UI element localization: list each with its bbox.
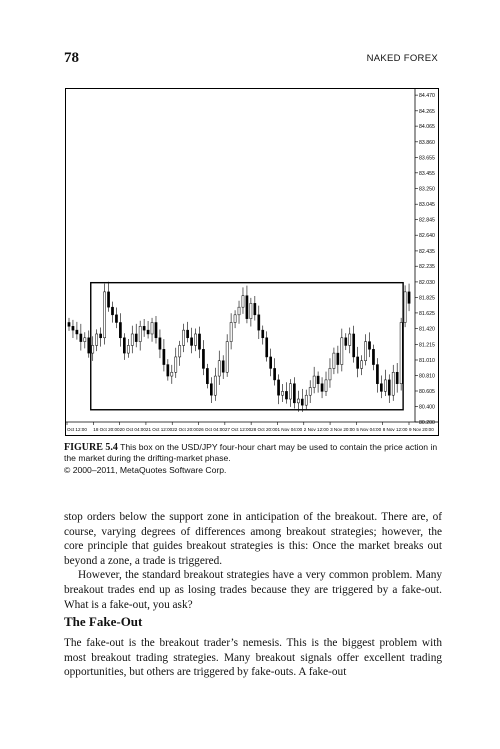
- candle-body: [155, 322, 157, 337]
- candle-body: [127, 345, 129, 353]
- candle-body: [392, 372, 394, 395]
- candle-body: [246, 296, 248, 319]
- candle-body: [262, 330, 264, 338]
- candle-body: [357, 357, 359, 368]
- y-tick-label: 82.435: [419, 248, 435, 255]
- candlestick-chart: [65, 88, 439, 436]
- candle-body: [115, 315, 117, 323]
- y-tick-label: 80.400: [419, 404, 435, 411]
- candle-body: [270, 357, 272, 368]
- candle-body: [92, 345, 94, 353]
- chart-border: [66, 89, 439, 436]
- candle-body: [80, 334, 82, 342]
- candle-body: [277, 380, 279, 395]
- candle-body: [123, 338, 125, 353]
- candle-body: [214, 376, 216, 395]
- candle-body: [376, 365, 378, 384]
- candle-body: [190, 338, 192, 346]
- x-tick-label: 26 Oct 04:00: [198, 427, 225, 432]
- candle-body: [388, 380, 390, 395]
- x-tick-label: 5 Nov 04:00: [356, 427, 382, 432]
- candle-body: [187, 330, 189, 338]
- candle-body: [297, 399, 299, 403]
- candle-body: [396, 372, 398, 383]
- x-tick-label: 1 Nov 04:00: [277, 427, 303, 432]
- x-tick-label: 27 Oct 12:00: [224, 427, 252, 432]
- candle-body: [111, 307, 113, 315]
- candle-body: [364, 342, 366, 361]
- y-tick-label: 83.250: [419, 186, 435, 193]
- y-tick-label: 84.265: [419, 108, 435, 115]
- candle-body: [103, 292, 105, 338]
- candle-body: [222, 361, 224, 372]
- section-body: [64, 636, 442, 680]
- candle-body: [321, 384, 323, 392]
- candle-body: [171, 372, 173, 376]
- candle-body: [88, 338, 90, 353]
- y-tick-label: 82.030: [419, 279, 435, 286]
- candle-body: [258, 315, 260, 330]
- candle-body: [345, 338, 347, 346]
- candle-body: [372, 349, 374, 364]
- candle-body: [341, 338, 343, 365]
- y-tick-label: 82.845: [419, 217, 435, 224]
- candle-body: [143, 326, 145, 330]
- y-tick-label: 83.045: [419, 202, 435, 209]
- chart-svg: [65, 88, 439, 436]
- y-tick-label: 81.625: [419, 310, 435, 317]
- caption-copyright: © 2000–2011, MetaQuotes Software Corp.: [64, 464, 227, 475]
- candle-body: [84, 338, 86, 342]
- candle-body: [293, 384, 295, 403]
- y-tick-label: 83.655: [419, 155, 435, 162]
- candle-body: [147, 330, 149, 334]
- candle-body: [139, 326, 141, 341]
- candle-body: [151, 322, 153, 333]
- figure-label: FIGURE 5.4: [64, 442, 118, 453]
- candle-body: [313, 376, 315, 387]
- candle-body: [210, 384, 212, 395]
- y-tick-label: 80.605: [419, 388, 435, 395]
- y-tick-label: 82.235: [419, 264, 435, 271]
- candle-body: [289, 384, 291, 399]
- candle-body: [159, 338, 161, 349]
- candle-body: [226, 342, 228, 373]
- section-paragraph-1: The fake-out is the breakout trader’s nemesis. This is the biggest problem with most breakout trading strategies. Many breakout signals offer excellent trading opportunities, but others are triggered by fake-outs. A fake-out: [64, 637, 442, 679]
- candle-body: [135, 334, 137, 342]
- paragraph-2: However, the standard breakout strategies have a very common problem. Many breakout trades end up as losing trades because they are triggered by a fake-out. What is a fake-out, you ask?: [64, 569, 442, 611]
- x-tick-label: 21 Oct 12:00: [145, 427, 173, 432]
- candle-body: [198, 334, 200, 349]
- candle-body: [380, 384, 382, 392]
- y-tick-label: 80.810: [419, 373, 435, 380]
- candle-body: [183, 330, 185, 345]
- candle-body: [167, 365, 169, 376]
- page-number: 78: [64, 50, 79, 66]
- y-tick-label: 81.420: [419, 326, 435, 333]
- candle-body: [131, 334, 133, 345]
- candle-body: [333, 353, 335, 368]
- caption-text: This box on the USD/JPY four-hour chart may be used to contain the price action in the market during the drifting-market phase.: [64, 442, 438, 464]
- candle-body: [337, 353, 339, 364]
- running-head: NAKED FOREX: [366, 53, 438, 64]
- candle-body: [250, 303, 252, 318]
- candle-body: [72, 326, 74, 330]
- y-tick-label: 81.215: [419, 342, 435, 349]
- candle-body: [274, 368, 276, 379]
- candle-body: [163, 349, 165, 364]
- candle-body: [206, 368, 208, 383]
- candle-body: [107, 292, 109, 307]
- y-tick-label: 84.470: [419, 93, 435, 100]
- y-tick-label: 83.455: [419, 170, 435, 177]
- paragraph-1: stop orders below the support zone in anticipation of the breakout. There are, of course, varying degrees of differences among breakout strategies; however, the core principle that guides breakout strategies is this: Once the market breaks out beyond a zone, a trade is triggered.: [64, 511, 442, 567]
- x-tick-label: 28 Oct 20:00: [251, 427, 278, 432]
- y-tick-label: 81.010: [419, 357, 435, 364]
- y-tick-label: 80.200: [419, 420, 435, 426]
- candle-body: [119, 322, 121, 337]
- y-tick-label: 81.825: [419, 295, 435, 302]
- x-tick-label: 18 Oct 20:00: [93, 427, 120, 432]
- candle-body: [218, 361, 220, 376]
- candle-body: [234, 315, 236, 323]
- x-tick-label: 9 Nov 20:00: [409, 427, 434, 432]
- x-tick-label: 22 Oct 20:00: [172, 427, 199, 432]
- y-tick-label: 83.860: [419, 139, 435, 146]
- candle-body: [100, 334, 102, 338]
- figure-caption: [64, 442, 440, 476]
- candle-body: [202, 349, 204, 368]
- candle-body: [76, 330, 78, 334]
- body-text: [64, 510, 442, 612]
- y-tick-label: 82.640: [419, 233, 435, 240]
- candle-body: [309, 388, 311, 396]
- candle-body: [384, 380, 386, 391]
- y-tick-label: 84.065: [419, 124, 435, 131]
- candle-body: [230, 322, 232, 341]
- x-tick-label: 20 Oct 04:00: [119, 427, 146, 432]
- candle-body: [329, 368, 331, 379]
- x-tick-label: Oct 12:00: [67, 427, 87, 432]
- candle-body: [285, 391, 287, 399]
- candle-body: [238, 307, 240, 315]
- candle-body: [68, 322, 70, 326]
- x-tick-label: 2 Nov 12:00: [303, 427, 329, 432]
- candle-body: [254, 303, 256, 314]
- section-heading: The Fake-Out: [64, 614, 143, 629]
- candle-body: [301, 399, 303, 405]
- candle-body: [400, 322, 402, 383]
- x-tick-label: 3 Nov 20:00: [330, 427, 355, 432]
- candle-body: [361, 361, 363, 369]
- candle-body: [317, 376, 319, 384]
- x-tick-label: 8 Nov 12:00: [382, 427, 408, 432]
- candle-body: [305, 395, 307, 405]
- candle-body: [349, 334, 351, 345]
- candle-body: [194, 334, 196, 345]
- candle-body: [175, 357, 177, 372]
- candle-body: [325, 380, 327, 391]
- candle-body: [179, 345, 181, 356]
- candle-body: [353, 334, 355, 357]
- candle-body: [242, 296, 244, 307]
- candle-body: [266, 338, 268, 357]
- candle-body: [408, 292, 410, 303]
- candle-body: [404, 292, 406, 323]
- candle-body: [281, 391, 283, 395]
- candle-body: [368, 342, 370, 350]
- candle-body: [96, 334, 98, 345]
